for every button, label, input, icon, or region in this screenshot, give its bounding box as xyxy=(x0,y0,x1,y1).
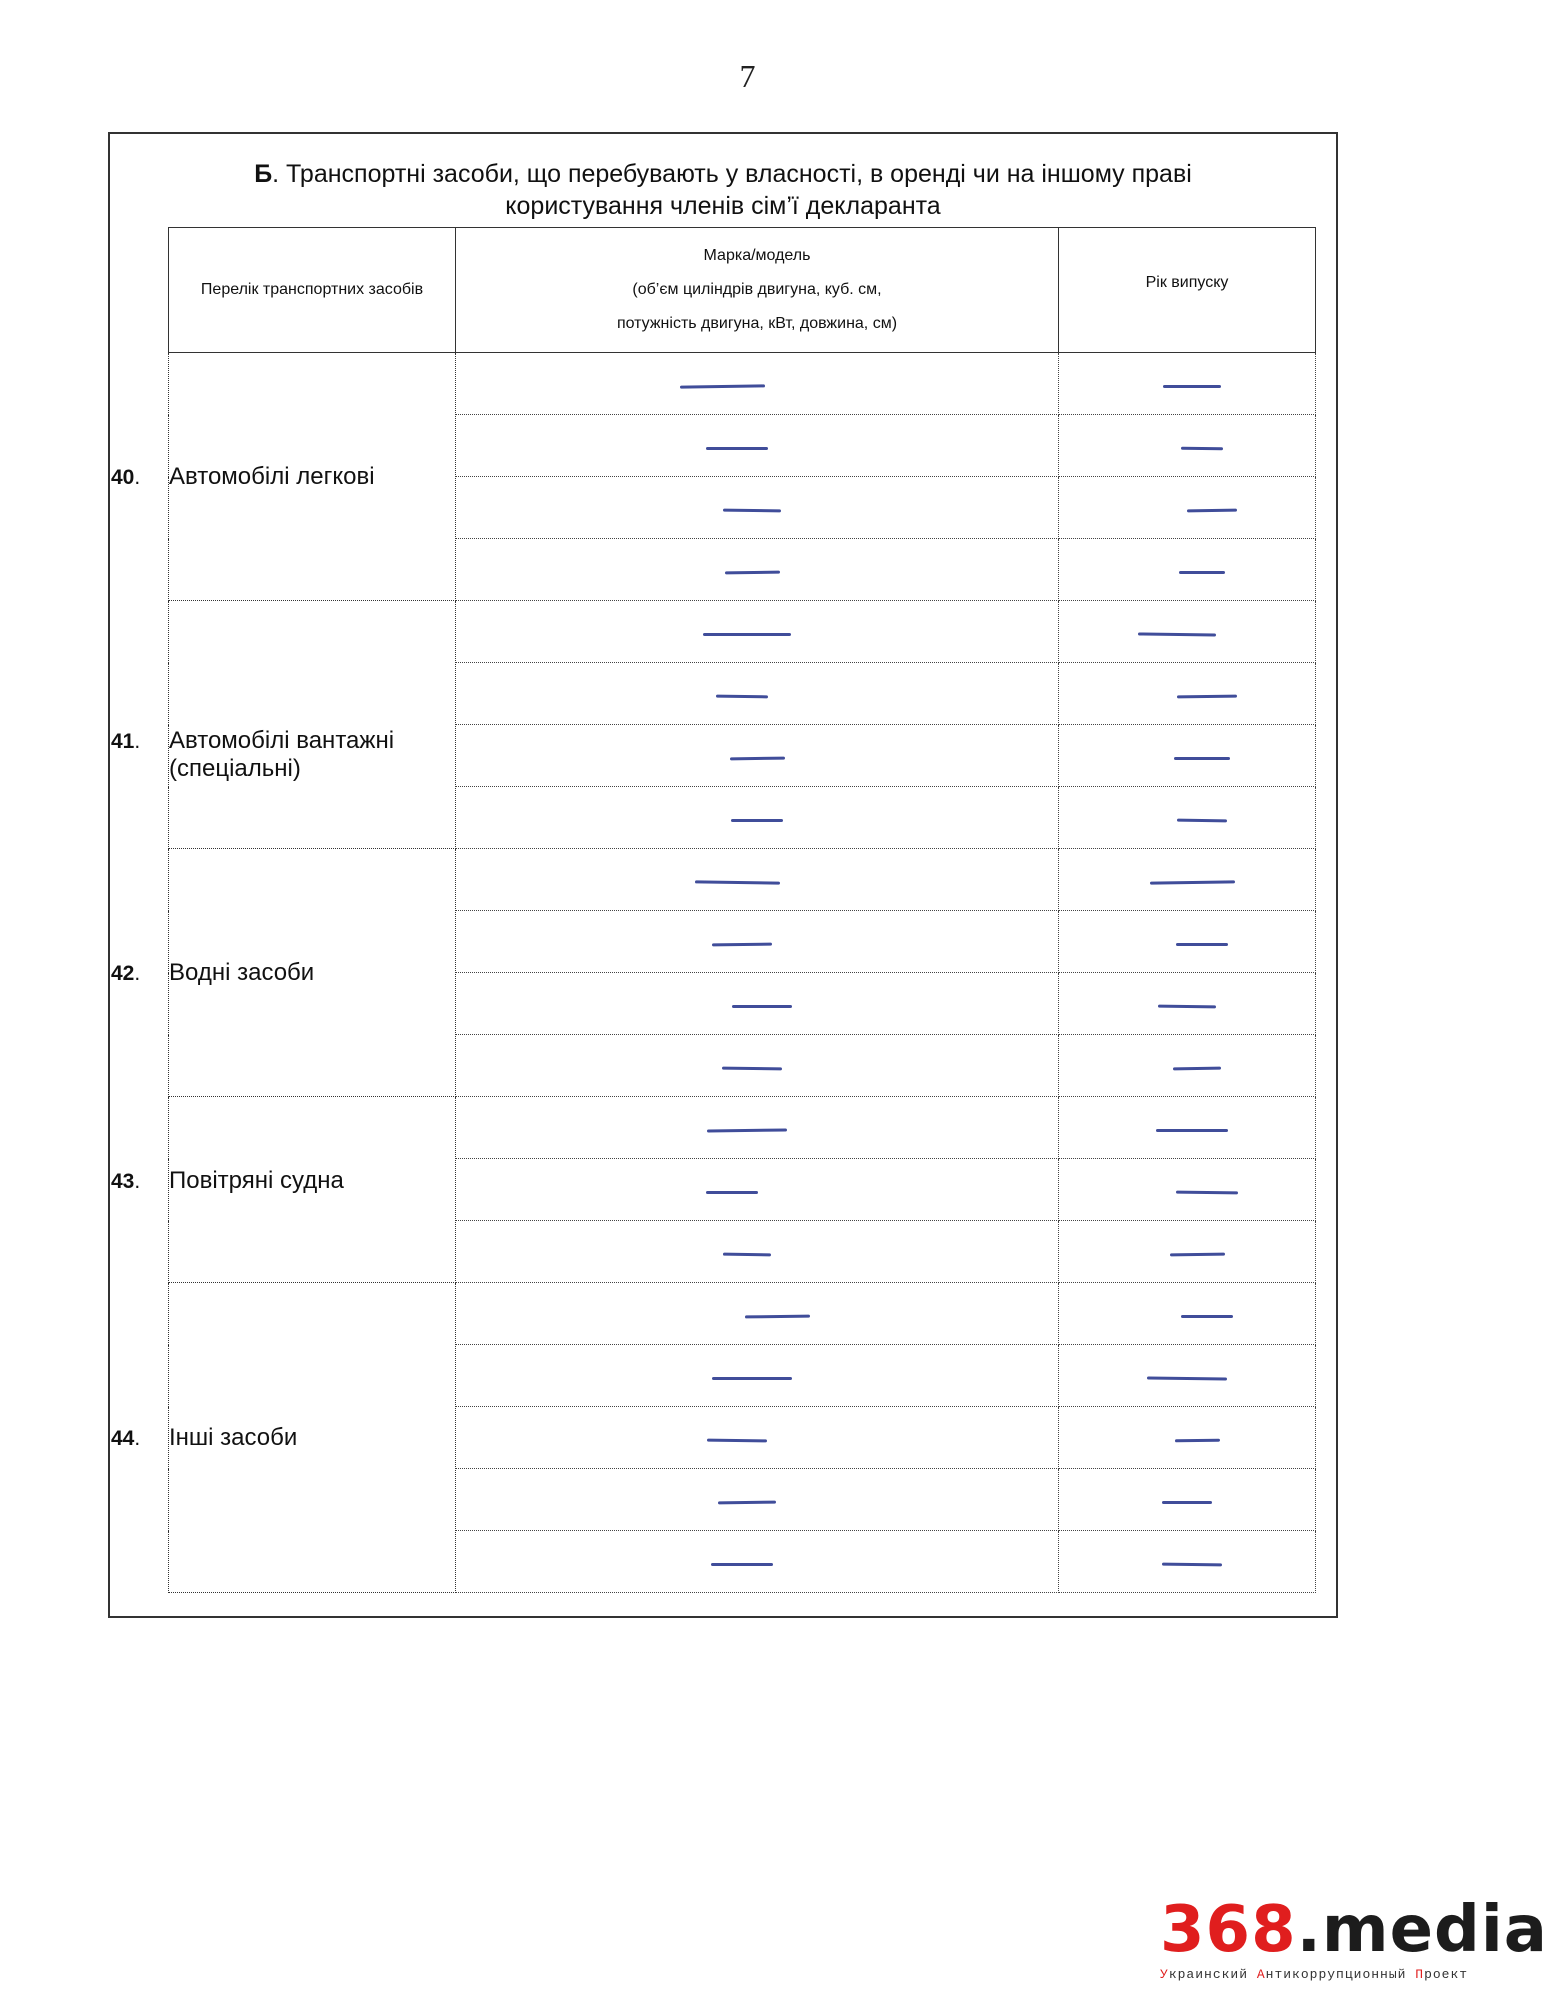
year-cell xyxy=(1059,1035,1316,1097)
year-cell xyxy=(1059,1469,1316,1531)
vehicle-category-cell xyxy=(111,353,456,601)
model-cell xyxy=(456,1035,1059,1097)
handwritten-dash xyxy=(1177,694,1237,698)
category-number-value: 42 xyxy=(111,961,135,985)
table-row xyxy=(169,849,1316,911)
handwritten-dash xyxy=(1147,1376,1227,1380)
handwritten-dash xyxy=(1174,757,1230,760)
handwritten-dash xyxy=(716,694,768,698)
model-cell xyxy=(456,1469,1059,1531)
header-vehicle-list: Перелік транспортних засобів xyxy=(169,228,456,353)
year-cell xyxy=(1059,911,1316,973)
model-cell xyxy=(456,1407,1059,1469)
table-body xyxy=(111,353,1316,1593)
handwritten-dash xyxy=(729,756,784,760)
year-cell xyxy=(1059,1345,1316,1407)
model-cell xyxy=(456,539,1059,601)
year-cell xyxy=(1059,1097,1316,1159)
watermark-logo-dark: .media xyxy=(1296,1893,1548,1967)
category-label: Автомобілі легкові xyxy=(169,462,375,490)
tagline-word: нтикоррупционный xyxy=(1265,1967,1416,1982)
year-cell xyxy=(1059,539,1316,601)
category-number xyxy=(111,1170,140,1194)
tagline-word: роект xyxy=(1424,1967,1469,1982)
model-cell xyxy=(456,1221,1059,1283)
handwritten-dash xyxy=(732,1005,792,1008)
year-cell xyxy=(1059,477,1316,539)
handwritten-dash xyxy=(1149,880,1234,884)
model-cell xyxy=(456,1531,1059,1593)
handwritten-dash xyxy=(1138,632,1216,636)
handwritten-dash xyxy=(723,508,781,512)
tagline-word: краинский xyxy=(1168,1967,1257,1982)
year-cell xyxy=(1059,415,1316,477)
vehicle-category-cell xyxy=(111,1097,456,1283)
table-row xyxy=(169,601,1316,663)
model-cell xyxy=(456,1159,1059,1221)
category-number-dot: . xyxy=(134,729,141,753)
handwritten-dash xyxy=(1162,1501,1212,1504)
model-cell xyxy=(456,353,1059,415)
year-cell xyxy=(1059,663,1316,725)
handwritten-dash xyxy=(706,447,768,450)
vehicles-table xyxy=(111,227,1316,1593)
handwritten-dash xyxy=(1177,818,1227,822)
model-cell xyxy=(456,601,1059,663)
model-cell xyxy=(456,787,1059,849)
model-cell xyxy=(456,725,1059,787)
model-cell xyxy=(456,973,1059,1035)
handwritten-dash xyxy=(694,880,779,884)
watermark-tagline xyxy=(1160,1967,1490,1982)
handwritten-dash xyxy=(679,384,764,388)
handwritten-dash xyxy=(1174,1438,1219,1442)
category-number xyxy=(111,730,140,754)
table-row xyxy=(169,1283,1316,1345)
vehicle-category xyxy=(111,958,455,987)
header-model-line1: Марка/модель xyxy=(703,247,811,264)
year-cell xyxy=(1059,1159,1316,1221)
year-cell xyxy=(1059,849,1316,911)
watermark-logo-red: 368 xyxy=(1160,1893,1297,1967)
header-model-line2: (об’єм циліндрів двигуна, куб. см, xyxy=(632,281,882,298)
year-cell xyxy=(1059,353,1316,415)
vehicle-category xyxy=(111,462,455,491)
model-cell xyxy=(456,1097,1059,1159)
category-number xyxy=(111,962,140,986)
handwritten-dash xyxy=(718,1500,776,1504)
category-number xyxy=(111,466,140,490)
model-cell xyxy=(456,1283,1059,1345)
category-number-dot: . xyxy=(134,1170,141,1193)
year-cell xyxy=(1059,787,1316,849)
vehicle-category-cell xyxy=(111,601,456,849)
handwritten-dash xyxy=(731,819,783,822)
category-label: Водні засоби xyxy=(169,958,315,986)
header-model-line3: потужність двигуна, кВт, довжина, см) xyxy=(616,315,898,332)
model-cell xyxy=(456,911,1059,973)
page-number: 7 xyxy=(739,58,756,94)
handwritten-dash xyxy=(1173,1066,1221,1070)
header-year: Рік випуску xyxy=(1059,228,1316,353)
handwritten-dash xyxy=(1181,446,1223,450)
handwritten-dash xyxy=(1176,943,1228,946)
handwritten-dash xyxy=(712,1377,792,1380)
handwritten-dash xyxy=(706,1191,758,1194)
table-row xyxy=(169,353,1316,415)
tagline-capital: П xyxy=(1415,1967,1425,1982)
table-header-row xyxy=(169,228,1316,353)
model-cell xyxy=(456,1345,1059,1407)
category-number-value: 41 xyxy=(111,729,135,753)
handwritten-dash xyxy=(723,1252,771,1256)
handwritten-dash xyxy=(711,1563,773,1566)
model-cell xyxy=(456,663,1059,725)
handwritten-dash xyxy=(1169,1252,1224,1256)
header-model xyxy=(456,228,1059,353)
category-label: Інші засоби xyxy=(169,1423,298,1451)
vehicle-category xyxy=(111,1423,455,1452)
model-cell xyxy=(456,477,1059,539)
handwritten-dash xyxy=(707,1438,767,1442)
category-label: Автомобілі вантажні (спеціальні) xyxy=(169,726,395,782)
category-number-value: 44 xyxy=(111,1426,135,1450)
handwritten-dash xyxy=(703,633,791,636)
year-cell xyxy=(1059,1283,1316,1345)
category-number-dot: . xyxy=(134,961,141,985)
year-cell xyxy=(1059,1221,1316,1283)
model-cell xyxy=(456,849,1059,911)
section-letter: Б xyxy=(254,160,273,188)
handwritten-dash xyxy=(1179,571,1225,574)
vehicle-category xyxy=(111,726,455,783)
year-cell xyxy=(1059,1531,1316,1593)
tagline-capital: У xyxy=(1160,1967,1169,1982)
tagline-capital: А xyxy=(1256,1967,1266,1982)
handwritten-dash xyxy=(744,1314,809,1318)
watermark-logo xyxy=(1160,1893,1548,1967)
handwritten-dash xyxy=(724,570,779,574)
handwritten-dash xyxy=(1181,1315,1233,1318)
category-number-dot: . xyxy=(134,1426,141,1450)
section-title-line2: користування членів сім’ї декларанта xyxy=(505,192,941,220)
category-number-dot: . xyxy=(134,465,141,489)
vehicle-category-cell xyxy=(111,849,456,1097)
table-row xyxy=(169,1097,1316,1159)
category-number xyxy=(111,1427,140,1451)
model-cell xyxy=(456,415,1059,477)
vehicle-category xyxy=(111,1167,455,1195)
year-cell xyxy=(1059,973,1316,1035)
handwritten-dash xyxy=(722,1066,782,1070)
vehicle-category-cell xyxy=(111,1283,456,1593)
category-label: Повітряні судна xyxy=(169,1167,344,1194)
handwritten-dash xyxy=(707,1128,787,1132)
handwritten-dash xyxy=(1163,385,1221,388)
category-number-value: 40 xyxy=(111,465,135,489)
handwritten-dash xyxy=(1187,508,1237,512)
category-number-value: 43 xyxy=(111,1170,135,1193)
year-cell xyxy=(1059,601,1316,663)
year-cell xyxy=(1059,725,1316,787)
handwritten-dash xyxy=(1176,1190,1238,1194)
section-title-line1: . Транспортні засоби, що перебувають у власності, в оренді чи на іншому праві xyxy=(272,160,1192,188)
section-title xyxy=(108,158,1338,222)
handwritten-dash xyxy=(1162,1562,1222,1566)
handwritten-dash xyxy=(1156,1129,1228,1132)
watermark xyxy=(1160,1893,1548,1995)
handwritten-dash xyxy=(1158,1004,1216,1008)
year-cell xyxy=(1059,1407,1316,1469)
handwritten-dash xyxy=(712,942,772,946)
